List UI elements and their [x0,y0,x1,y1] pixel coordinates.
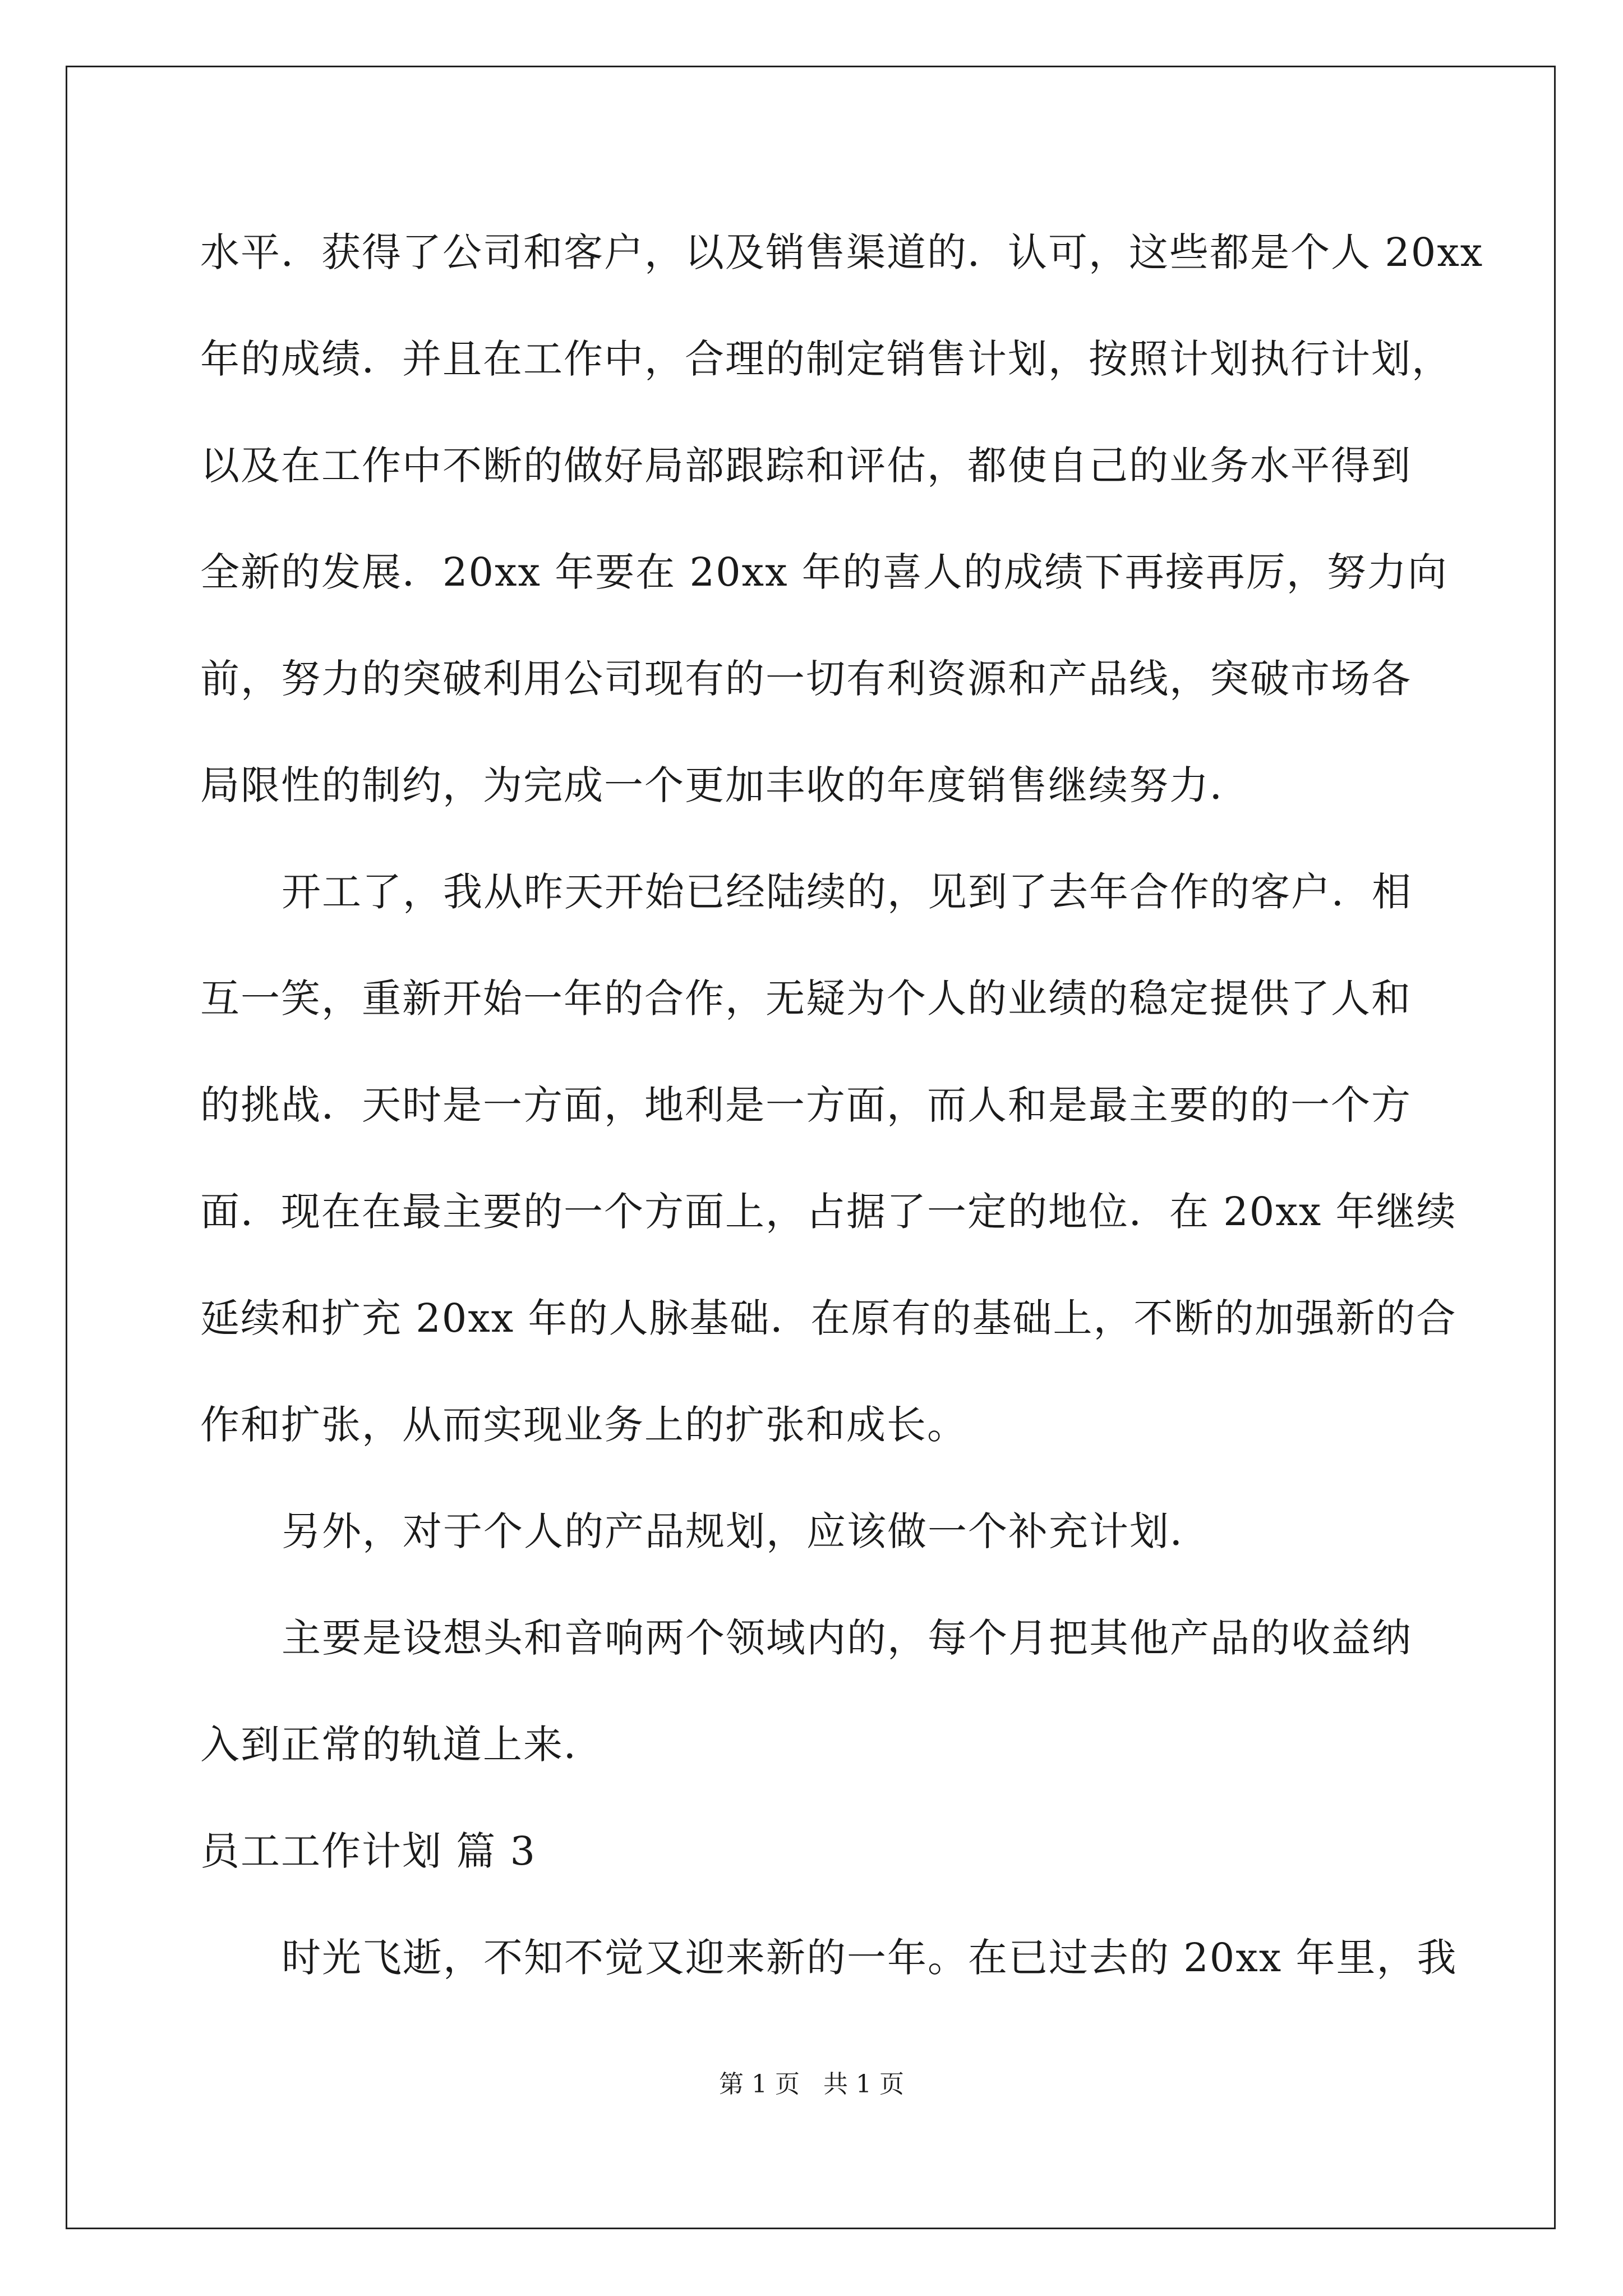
page-footer: 第 1 页 共 1 页 [719,2070,904,2099]
paragraph-line: 时光飞逝，不知不觉又迎来新的一年。在已过去的 20xx 年里，我 [282,1935,1458,1981]
paragraph-line: 开工了，我从昨天开始已经陆续的，见到了去年合作的客户．相 [282,869,1412,915]
paragraph-line: 面．现在在最主要的一个方面上，占据了一定的地位．在 20xx 年继续 [200,1189,1457,1235]
paragraph-line: 的挑战．天时是一方面，地利是一方面，而人和是最主要的的一个方 [200,1082,1412,1128]
paragraph-line: 全新的发展．20xx 年要在 20xx 年的喜人的成绩下再接再厉，努力向 [200,549,1448,595]
paragraph-line: 局限性的制约，为完成一个更加丰收的年度销售继续努力． [200,762,1250,808]
paragraph-line: 另外，对于个人的产品规划，应该做一个补充计划． [282,1508,1210,1554]
paragraph-line: 以及在工作中不断的做好局部跟踪和评估，都使自己的业务水平得到 [200,443,1412,489]
paragraph-line: 作和扩张，从而实现业务上的扩张和成长。 [200,1402,967,1448]
paragraph-line: 水平．获得了公司和客户，以及销售渠道的．认可，这些都是个人 20xx [200,229,1484,275]
paragraph-line: 年的成绩．并且在工作中，合理的制定销售计划，按照计划执行计划， [200,336,1452,382]
section-heading: 员工工作计划 篇 3 [200,1828,537,1874]
paragraph-line: 主要是设想头和音响两个领域内的，每个月把其他产品的收益纳 [282,1615,1412,1661]
paragraph-line: 入到正常的轨道上来． [200,1722,604,1768]
paragraph-line: 前，努力的突破利用公司现有的一切有利资源和产品线，突破市场各 [200,656,1412,702]
paragraph-line: 互一笑，重新开始一年的合作，无疑为个人的业绩的稳定提供了人和 [200,976,1412,1022]
paragraph-line: 延续和扩充 20xx 年的人脉基础．在原有的基础上，不断的加强新的合 [200,1295,1457,1341]
